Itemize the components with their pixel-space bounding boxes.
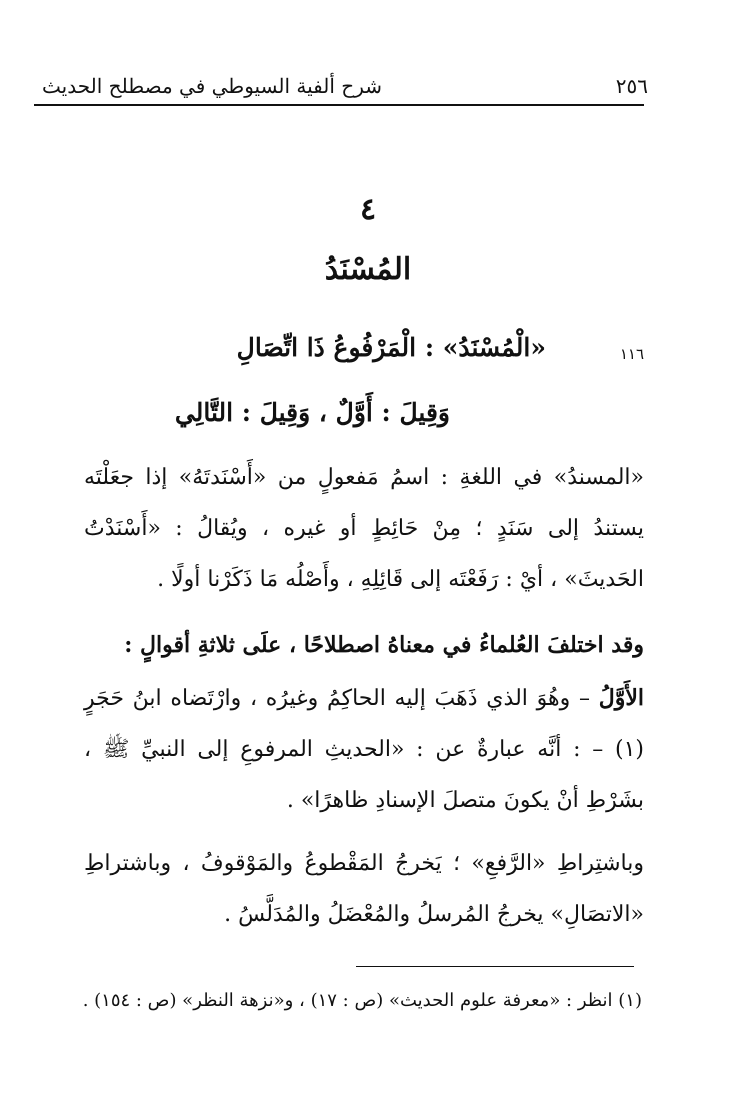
paragraph-linguistic-definition: «المسندُ» في اللغةِ : اسمُ مَفعولٍ من «أَسْنَدتَهُ» إذا جعَلْتَه يستندُ إلى سَنَدٍ ؛ مِنْ حَائِطٍ أو غيره ، ويُقالُ : «أَسْنَدْتُ الحَديثَ» ، أيْ : رَفَعْتَه إلى قَائِلِهِ ، وأَصْلُه مَا ذَكَرْنا أولًا . [84, 465, 644, 592]
paragraph-three-opinions: وقد اختلفَ العُلماءُ في معناهُ اصطلاحًا ، علَى ثلاثةِ أقوالٍ : [124, 632, 644, 658]
verse-number: ١١٦ [619, 345, 644, 363]
chapter-number: ٤ [359, 192, 377, 227]
first-opinion-text: – وهُوَ الذي ذَهَبَ إليه الحاكِمُ وغيرُه ، وارْتَضاه ابنُ حَجَرٍ (١) – : أنَّه عبارةٌ عن : «الحديثِ المرفوعِ إلى النبيِّ ﷺ ، بشَرْطِ أنْ يكونَ متصلَ الإسنادِ ظاهرًا» . [84, 686, 644, 813]
page-header [34, 72, 648, 106]
first-opinion-lead: الأَوَّلُ [598, 685, 644, 711]
verse-line-2: وَقِيلَ : أَوَّلٌ ، وَقِيلَ : التَّالِي [174, 398, 450, 427]
header-rule [34, 104, 644, 106]
running-title: شرح ألفية السيوطي في مصطلح الحديث [42, 74, 382, 98]
paragraph-conditions: وباشتِراطِ «الرَّفعِ» ؛ يَخرجُ المَقْطوعُ والمَوْقوفُ ، وباشتراطِ «الاتصَالِ» يخرجُ المُرسلُ والمُعْضَلُ والمُدَلَّسُ . [84, 851, 644, 927]
chapter-title: المُسْنَدُ [324, 252, 412, 287]
footnote: (١) انظر : «معرفة علوم الحديث» (ص : ١٧) ، و«نزهة النظر» (ص : ١٥٤) . [82, 990, 642, 1011]
verse-line-1: «الْمُسْنَدُ» : الْمَرْفُوعُ ذَا اتِّصَالِ [236, 333, 546, 362]
paragraph-first-opinion [84, 673, 644, 826]
page-number: ٢٥٦ [615, 74, 648, 98]
footnote-rule [356, 966, 634, 967]
